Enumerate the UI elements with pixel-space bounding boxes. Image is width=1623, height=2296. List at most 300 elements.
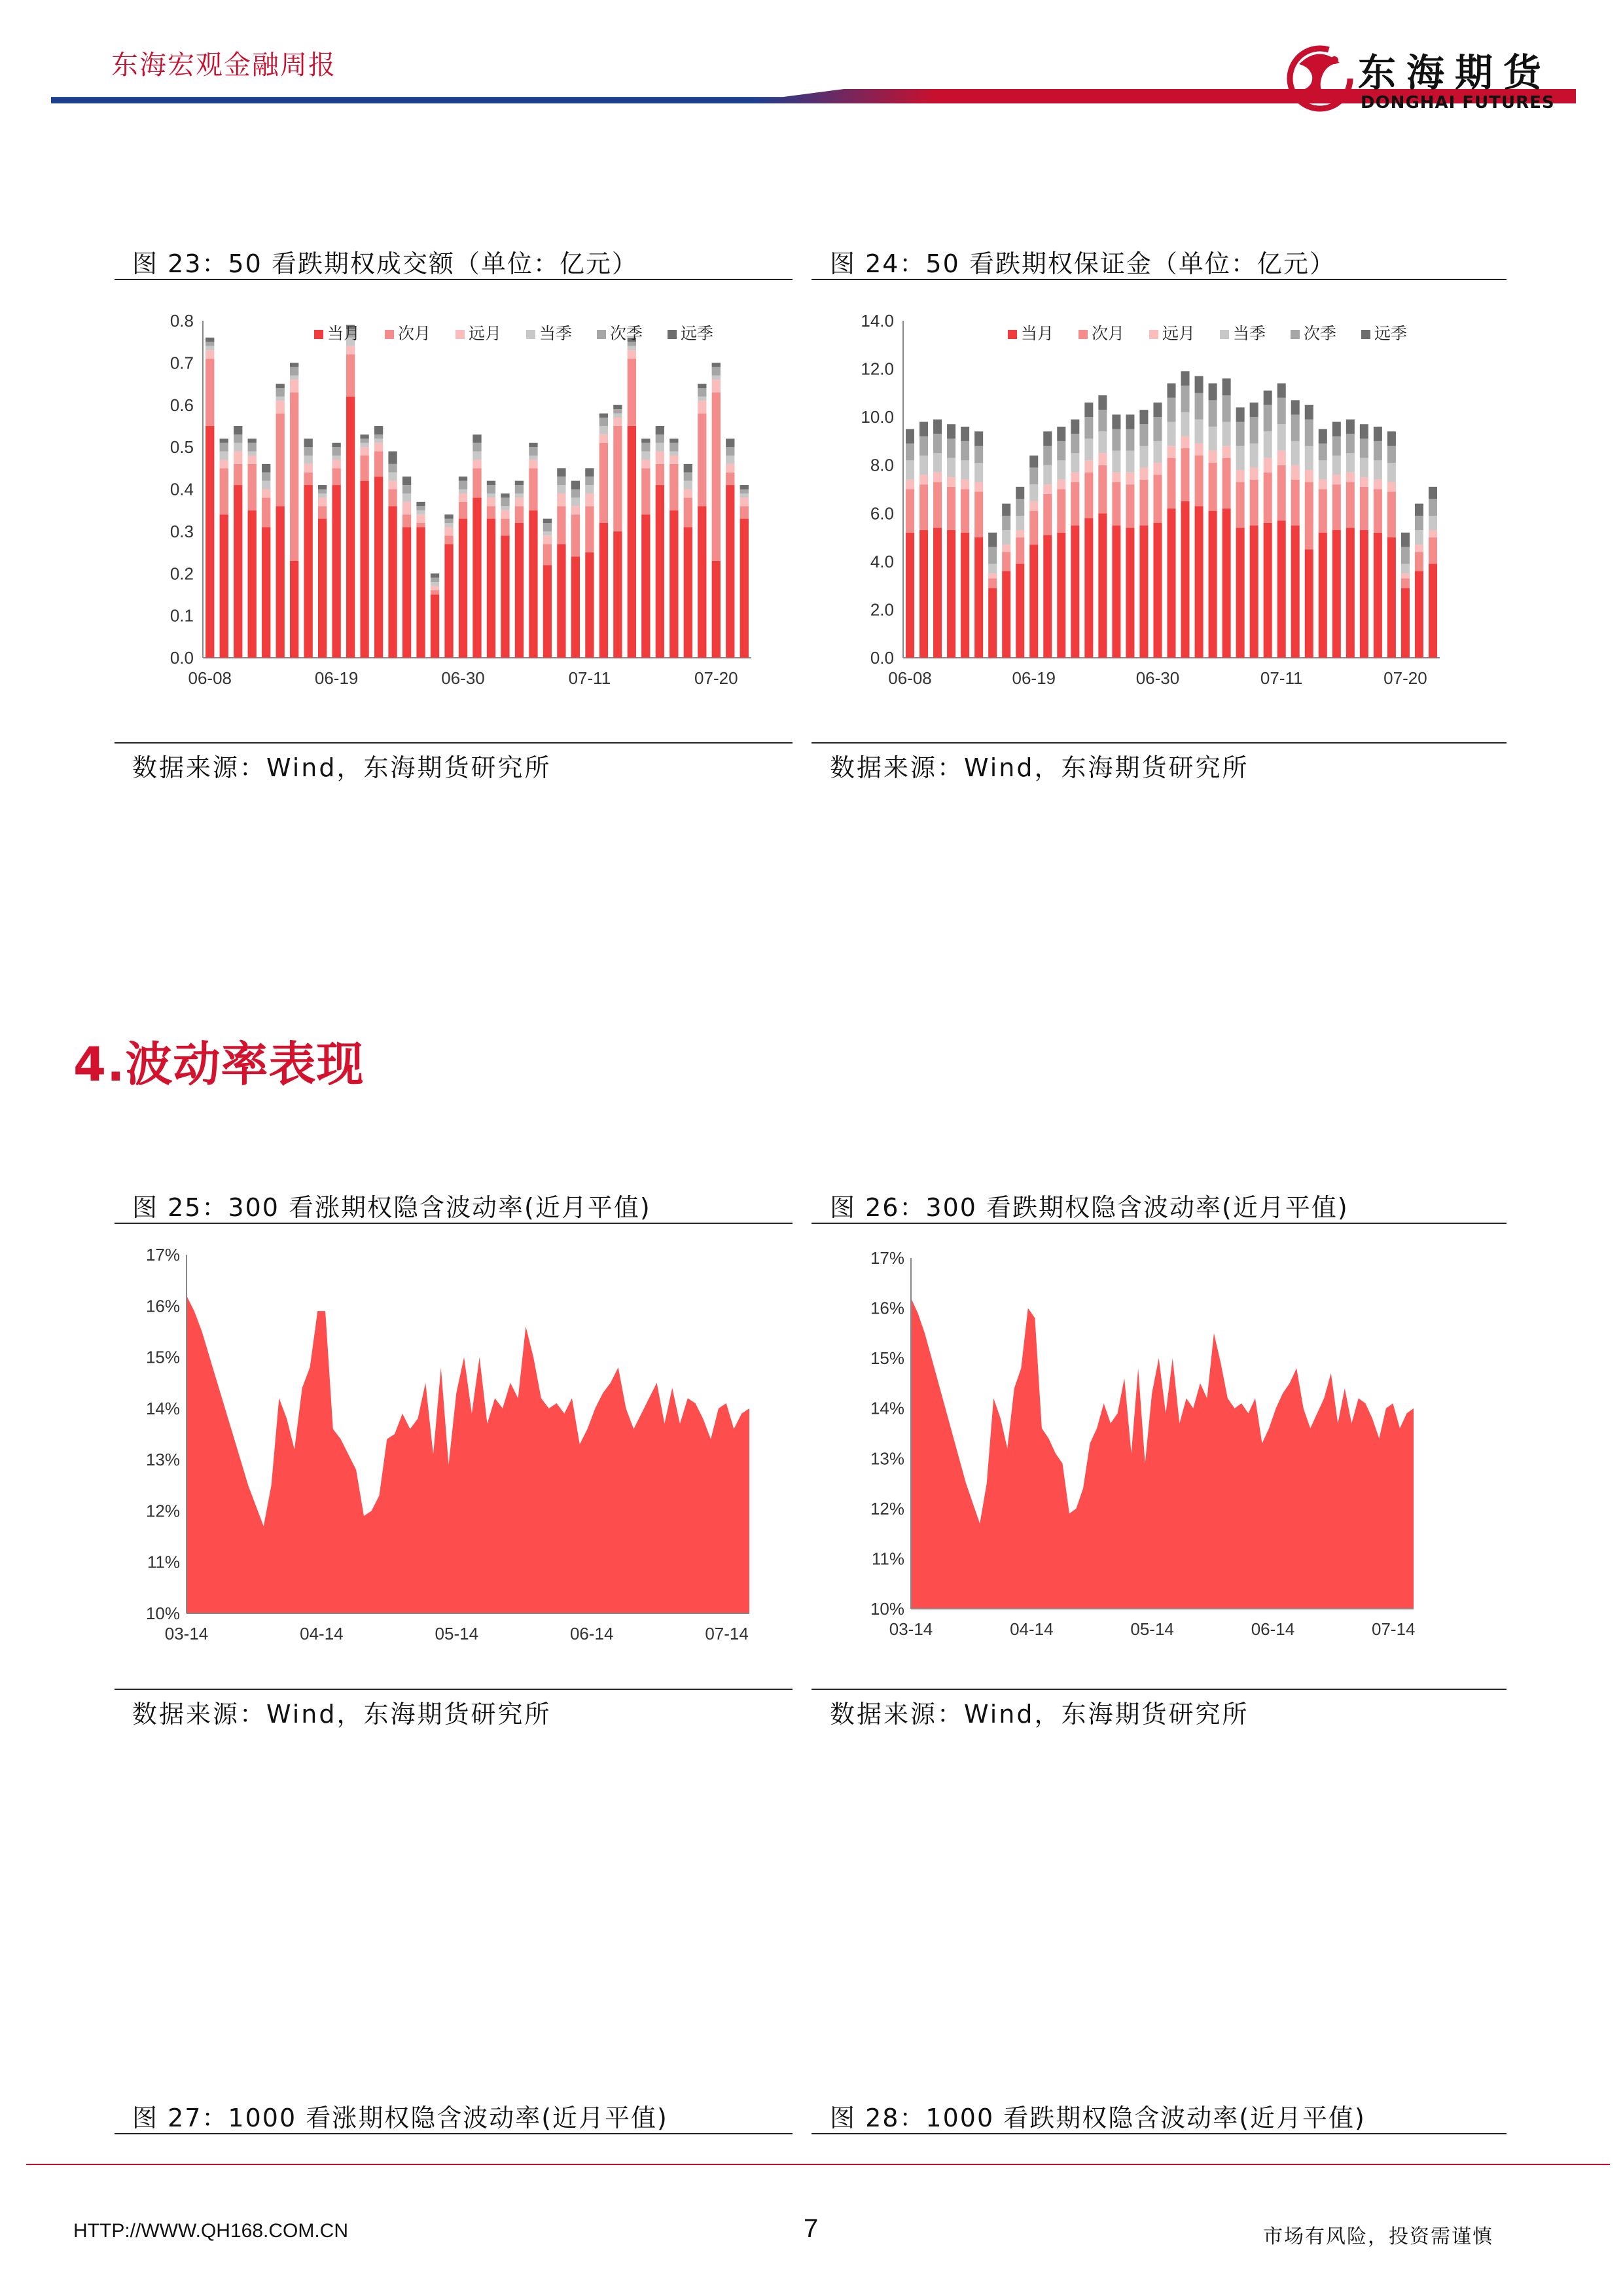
bar-segment <box>416 502 425 506</box>
bar-segment <box>1236 482 1245 528</box>
bar-segment <box>585 476 594 485</box>
bar-segment <box>1016 530 1024 537</box>
bar-segment <box>1209 427 1217 451</box>
bar-segment <box>961 441 969 460</box>
bar-segment <box>1084 460 1093 472</box>
bar-segment <box>1057 533 1065 658</box>
fig23-source: 数据来源：Wind，东海期货研究所 <box>132 753 552 782</box>
page-number: 7 <box>804 2214 819 2243</box>
bar-segment <box>402 476 411 485</box>
bar-segment <box>1071 434 1079 453</box>
bar-segment <box>919 456 928 475</box>
bar-segment <box>1098 410 1107 431</box>
bar-segment <box>1181 501 1190 658</box>
bar-segment <box>1401 533 1410 547</box>
y-tick-label: 11% <box>871 1549 904 1569</box>
legend-swatch <box>455 330 465 339</box>
bar-segment <box>1277 451 1286 465</box>
x-tick-label: 06-08 <box>888 668 932 688</box>
bar-segment <box>933 453 942 472</box>
bar-segment <box>557 476 565 485</box>
bar-segment <box>1153 441 1162 463</box>
bar-segment <box>1057 441 1065 460</box>
footer-disclaimer: 市场有风险，投资需谨慎 <box>1263 2225 1493 2248</box>
bar-segment <box>1415 516 1423 530</box>
bar-segment <box>669 464 678 511</box>
bar-segment <box>388 490 397 507</box>
bar-segment <box>1139 424 1148 446</box>
bar-segment <box>947 439 955 457</box>
bar-segment <box>1126 451 1134 473</box>
bar-segment <box>332 447 340 456</box>
bar-segment <box>374 439 383 442</box>
bar-segment <box>919 530 928 658</box>
fig24-caption: 图 24：50 看跌期权保证金（单位：亿元） <box>830 249 1336 278</box>
x-tick-label: 07-14 <box>705 1624 749 1643</box>
bar-segment <box>571 490 580 498</box>
bar-segment <box>220 468 228 514</box>
bar-segment <box>1195 393 1204 419</box>
bar-segment <box>501 506 509 510</box>
section-heading: 4.波动率表现 <box>73 1037 365 1092</box>
bar-segment <box>684 464 692 473</box>
bar-segment <box>402 493 411 502</box>
bar-segment <box>416 506 425 510</box>
bar-segment <box>698 414 706 507</box>
y-tick-label: 15% <box>870 1348 904 1369</box>
bar-segment <box>1360 530 1368 658</box>
x-tick-label: 06-14 <box>569 1624 614 1643</box>
fig24-chart <box>818 301 1499 707</box>
bar-segment <box>1043 494 1052 535</box>
bar-segment <box>557 506 565 544</box>
bar-segment <box>1098 395 1107 410</box>
bar-segment <box>1029 467 1038 484</box>
bar-segment <box>1332 422 1341 437</box>
bar-segment <box>473 452 481 460</box>
bar-segment <box>1291 400 1300 414</box>
legend-swatch <box>668 330 677 339</box>
bar-segment <box>613 426 622 531</box>
bar-segment <box>1084 473 1093 518</box>
bar-segment <box>1387 431 1396 446</box>
fig26-caption: 图 26：300 看跌期权隐含波动率(近月平值) <box>830 1193 1349 1222</box>
bar-segment <box>961 533 969 658</box>
bar-segment <box>1415 571 1423 658</box>
bar-segment <box>933 482 942 528</box>
bar-segment <box>1319 460 1327 479</box>
bar-segment <box>1153 475 1162 523</box>
bar-segment <box>988 533 997 547</box>
bar-segment <box>1084 439 1093 460</box>
bar-segment <box>1319 490 1327 533</box>
bar-segment <box>974 431 983 446</box>
bar-segment <box>1043 535 1052 658</box>
bar-segment <box>1029 545 1038 658</box>
bar-segment <box>947 458 955 477</box>
bar-segment <box>1374 427 1382 441</box>
bar-segment <box>1002 545 1010 552</box>
bar-segment <box>1277 520 1286 658</box>
bar-segment <box>444 519 453 523</box>
bar-segment <box>698 388 706 397</box>
bar-segment <box>431 578 439 582</box>
bar-segment <box>276 506 285 658</box>
bar-segment <box>1346 434 1355 453</box>
bar-segment <box>346 397 355 658</box>
bar-segment <box>1167 398 1175 422</box>
fig27-top-rule <box>115 2133 793 2134</box>
x-tick-label: 06-14 <box>1251 1619 1295 1639</box>
bar-segment <box>1250 417 1258 443</box>
fig23-top-rule <box>115 279 793 280</box>
bar-segment <box>1360 458 1368 477</box>
bar-segment <box>1126 528 1134 658</box>
bar-segment <box>740 490 749 493</box>
bar-segment <box>416 514 425 523</box>
bar-segment <box>1126 473 1134 484</box>
bar-segment <box>1429 537 1437 564</box>
bar-segment <box>487 481 495 485</box>
bar-segment <box>1250 480 1258 526</box>
bar-segment <box>487 485 495 493</box>
y-tick-label: 13% <box>145 1450 180 1470</box>
bar-segment <box>628 359 636 426</box>
bar-segment <box>1112 526 1120 658</box>
bar-segment <box>1319 429 1327 444</box>
bar-segment <box>444 523 453 527</box>
bar-segment <box>1264 405 1272 431</box>
legend-swatch <box>1149 330 1158 339</box>
bar-segment <box>726 447 734 456</box>
bar-segment <box>1401 573 1410 578</box>
logo-english-text: DONGHAI FUTURES <box>1361 93 1555 113</box>
legend-label: 次季 <box>610 325 643 343</box>
y-tick-label: 0.1 <box>169 605 194 626</box>
bar-segment <box>515 523 524 658</box>
bar-segment <box>487 493 495 497</box>
bar-segment <box>1112 451 1120 473</box>
bar-segment <box>1360 477 1368 487</box>
legend-swatch <box>1079 330 1088 339</box>
bar-segment <box>1195 420 1204 444</box>
x-tick-label: 06-30 <box>1135 668 1180 688</box>
bar-segment <box>304 473 312 485</box>
bar-segment <box>290 392 298 561</box>
y-tick-label: 2.0 <box>870 600 894 620</box>
bar-segment <box>906 460 914 479</box>
bar-segment <box>906 533 914 658</box>
bar-segment <box>1126 414 1134 429</box>
bar-segment <box>1236 470 1245 482</box>
x-tick-label: 06-08 <box>188 668 232 688</box>
fig23-caption: 图 23：50 看跌期权成交额（单位：亿元） <box>132 249 638 278</box>
bar-segment <box>276 401 285 413</box>
bar-segment <box>628 346 636 350</box>
bar-segment <box>529 447 537 456</box>
bar-segment <box>585 468 594 476</box>
bar-segment <box>1291 441 1300 465</box>
y-tick-label: 11% <box>147 1552 180 1572</box>
bar-segment <box>473 468 481 497</box>
bar-segment <box>1236 446 1245 470</box>
bar-segment <box>1374 460 1382 479</box>
bar-segment <box>1387 537 1396 658</box>
bar-segment <box>1360 424 1368 439</box>
bar-segment <box>473 443 481 452</box>
y-tick-label: 17% <box>870 1248 904 1268</box>
legend-label: 当季 <box>539 325 573 343</box>
bar-segment <box>459 476 467 480</box>
bar-segment <box>641 468 650 514</box>
bar-segment <box>1181 386 1190 412</box>
bar-segment <box>1401 588 1410 658</box>
bar-segment <box>1016 487 1024 499</box>
legend-label: 次季 <box>1304 325 1337 343</box>
bar-segment <box>684 473 692 481</box>
bar-segment <box>220 443 228 452</box>
bar-segment <box>1195 506 1204 658</box>
bar-segment <box>1277 384 1286 398</box>
bar-segment <box>1264 523 1272 658</box>
bar-segment <box>613 531 622 658</box>
bar-segment <box>919 475 928 484</box>
bar-segment <box>726 439 734 447</box>
bar-segment <box>599 523 608 658</box>
bar-segment <box>529 456 537 459</box>
bar-segment <box>473 435 481 443</box>
bar-segment <box>360 456 368 481</box>
bar-segment <box>1043 484 1052 494</box>
y-tick-label: 17% <box>145 1245 180 1265</box>
bar-segment <box>459 493 467 502</box>
bar-segment <box>1305 420 1313 446</box>
legend-swatch <box>385 330 394 339</box>
bar-segment <box>974 463 983 482</box>
y-tick-label: 14.0 <box>861 311 894 331</box>
bar-segment <box>599 426 608 435</box>
bar-segment <box>416 511 425 514</box>
bar-segment <box>947 487 955 530</box>
fig26-source: 数据来源：Wind，东海期货研究所 <box>830 1700 1249 1729</box>
bar-segment <box>599 443 608 523</box>
bar-segment <box>1374 480 1382 490</box>
fig25-chart <box>124 1237 779 1656</box>
bar-segment <box>1112 482 1120 525</box>
bar-segment <box>290 363 298 367</box>
footer-url-link[interactable]: HTTP://WWW.QH168.COM.CN <box>73 2220 348 2242</box>
bar-segment <box>906 444 914 461</box>
bar-segment <box>919 422 928 437</box>
bar-segment <box>585 552 594 658</box>
bar-segment <box>529 511 537 658</box>
bar-segment <box>276 388 285 397</box>
bar-segment <box>585 485 594 493</box>
bar-segment <box>1071 473 1079 482</box>
bar-segment <box>1084 403 1093 417</box>
bar-segment <box>933 473 942 482</box>
bar-segment <box>360 481 368 658</box>
bar-segment <box>1057 460 1065 479</box>
bar-segment <box>220 452 228 460</box>
bar-segment <box>1387 492 1396 537</box>
legend-label: 次月 <box>398 325 431 343</box>
bar-segment <box>318 493 327 497</box>
bar-segment <box>698 397 706 401</box>
fig28-caption: 图 28：1000 看跌期权隐含波动率(近月平值) <box>830 2104 1366 2132</box>
dragon-logo-icon <box>1279 38 1358 120</box>
bar-segment <box>205 338 214 342</box>
bar-segment <box>599 414 608 418</box>
x-tick-label: 07-11 <box>568 668 611 688</box>
bar-segment <box>501 493 509 497</box>
fig26-chart <box>844 1237 1499 1656</box>
bar-segment <box>974 482 983 492</box>
bar-segment <box>501 497 509 506</box>
bar-segment <box>290 376 298 380</box>
bar-segment <box>726 485 734 658</box>
bar-segment <box>1291 480 1300 526</box>
fig24-bottom-rule <box>812 742 1507 744</box>
bar-segment <box>1139 446 1148 467</box>
bar-segment <box>1181 412 1190 437</box>
bar-segment <box>431 594 439 658</box>
bar-segment <box>276 397 285 401</box>
bar-segment <box>613 414 622 418</box>
x-tick-label: 07-14 <box>1372 1619 1416 1639</box>
bar-segment <box>304 485 312 658</box>
bar-segment <box>1084 417 1093 439</box>
x-tick-label: 07-20 <box>694 668 738 688</box>
bar-segment <box>740 493 749 497</box>
bar-segment <box>974 492 983 537</box>
bar-segment <box>444 527 453 535</box>
bar-segment <box>726 473 734 485</box>
bar-segment <box>205 346 214 350</box>
bar-segment <box>248 511 257 658</box>
bar-segment <box>1002 516 1010 530</box>
bar-segment <box>712 392 721 561</box>
bar-segment <box>641 439 650 442</box>
bar-segment <box>656 452 664 464</box>
bar-segment <box>1098 513 1107 658</box>
bar-segment <box>1002 571 1010 658</box>
bar-segment <box>459 519 467 658</box>
bar-segment <box>262 490 270 498</box>
fig24-source: 数据来源：Wind，东海期货研究所 <box>830 753 1249 782</box>
bar-segment <box>332 485 340 658</box>
bar-segment <box>402 502 411 514</box>
bar-segment <box>1346 528 1355 658</box>
bar-segment <box>501 535 509 658</box>
bar-segment <box>1319 480 1327 490</box>
fig26-bottom-rule <box>812 1689 1507 1690</box>
bar-segment <box>1277 424 1286 450</box>
legend-label: 次月 <box>1092 325 1125 343</box>
bar-segment <box>515 493 524 497</box>
bar-segment <box>431 582 439 586</box>
bar-segment <box>698 506 706 658</box>
legend-swatch <box>526 330 535 339</box>
y-tick-label: 0.7 <box>169 353 194 373</box>
y-tick-label: 0.4 <box>169 479 194 499</box>
bar-segment <box>1332 437 1341 456</box>
bar-segment <box>740 506 749 518</box>
bar-segment <box>1071 482 1079 525</box>
bar-segment <box>988 588 997 658</box>
bar-segment <box>262 527 270 658</box>
bar-segment <box>988 564 997 574</box>
bar-segment <box>1319 444 1327 461</box>
bar-segment <box>1209 400 1217 426</box>
bar-segment <box>1071 453 1079 472</box>
bar-segment <box>557 485 565 493</box>
fig28-top-rule <box>812 2133 1507 2134</box>
bar-segment <box>1209 463 1217 511</box>
bar-segment <box>1043 465 1052 484</box>
bar-segment <box>1264 431 1272 457</box>
bar-segment <box>1084 518 1093 658</box>
bar-segment <box>205 342 214 346</box>
bar-segment <box>1167 458 1175 509</box>
bar-segment <box>444 514 453 518</box>
bar-segment <box>234 443 242 452</box>
volatility-area <box>911 1298 1414 1609</box>
fig23-chart <box>118 301 785 707</box>
legend-label: 远月 <box>1162 325 1196 343</box>
bar-segment <box>1429 530 1437 537</box>
bar-segment <box>1112 429 1120 451</box>
bar-segment <box>906 480 914 490</box>
bar-segment <box>360 439 368 442</box>
bar-segment <box>1167 446 1175 457</box>
bar-segment <box>248 443 257 452</box>
bar-segment <box>276 384 285 388</box>
logo-chinese-text: 东海期货 <box>1358 50 1552 95</box>
bar-segment <box>919 484 928 530</box>
bar-segment <box>1126 484 1134 528</box>
bar-segment <box>388 464 397 473</box>
bar-segment <box>974 446 983 463</box>
bar-segment <box>1043 446 1052 465</box>
y-tick-label: 16% <box>870 1298 904 1318</box>
bar-segment <box>388 452 397 464</box>
bar-segment <box>431 573 439 577</box>
bar-segment <box>669 452 678 456</box>
y-tick-label: 0.8 <box>169 311 194 331</box>
bar-segment <box>1305 482 1313 549</box>
bar-segment <box>1332 475 1341 484</box>
bar-segment <box>1305 405 1313 420</box>
bar-segment <box>1181 437 1190 448</box>
y-tick-label: 0.5 <box>169 437 194 457</box>
bar-segment <box>1057 490 1065 533</box>
y-tick-label: 0.6 <box>169 395 194 415</box>
bar-segment <box>543 565 552 658</box>
bar-segment <box>1250 467 1258 479</box>
bar-segment <box>1029 511 1038 545</box>
bar-segment <box>1153 417 1162 441</box>
bar-segment <box>388 481 397 490</box>
bar-segment <box>1002 530 1010 545</box>
bar-segment <box>360 435 368 439</box>
bar-segment <box>712 367 721 376</box>
bar-segment <box>947 530 955 658</box>
bar-segment <box>1346 453 1355 472</box>
fig24-top-rule <box>812 279 1507 280</box>
bar-segment <box>684 497 692 527</box>
bar-segment <box>318 490 327 493</box>
